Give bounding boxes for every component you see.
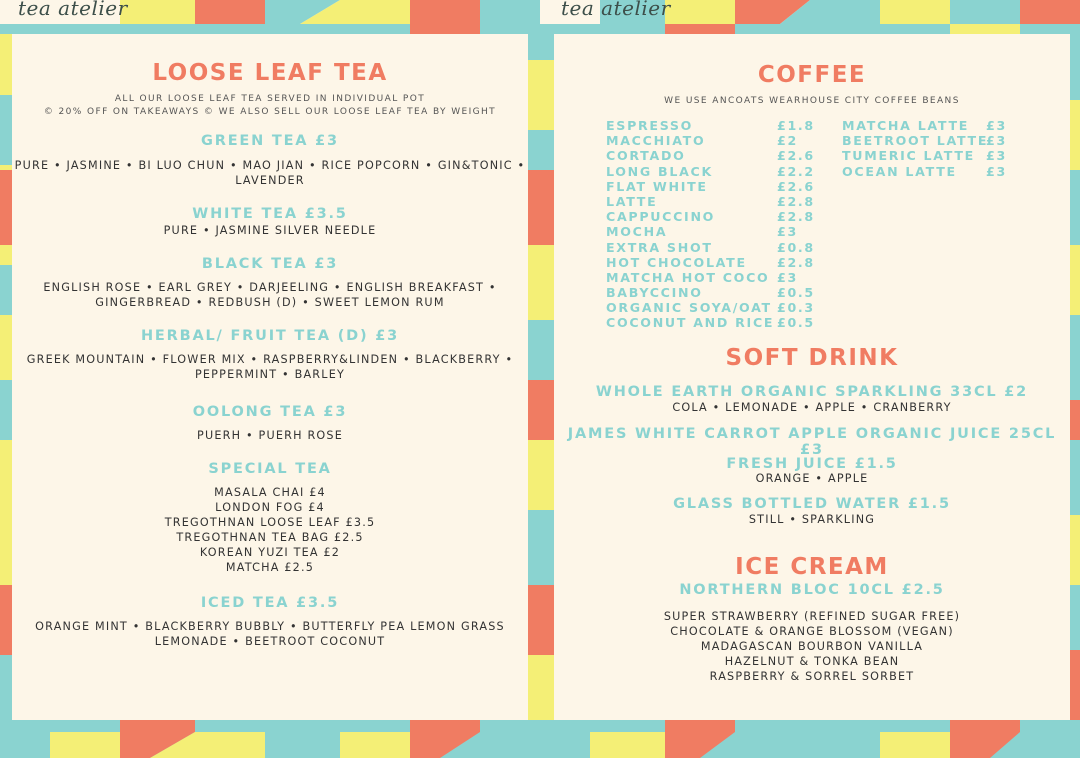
- green-tea-heading: GREEN TEA £3: [201, 133, 339, 149]
- fresh-juice-items: ORANGE • APPLE: [755, 472, 869, 485]
- coffee-item: [606, 285, 826, 300]
- coffee-item: [606, 300, 826, 315]
- brand-logo: tea atelier: [18, 0, 128, 20]
- latte-item: [842, 164, 1022, 179]
- coffee-item-price: £0.3: [777, 300, 815, 316]
- brand-logo: tea atelier: [561, 0, 671, 20]
- coffee-item-name: FLAT WHITE: [606, 178, 708, 194]
- latte-menu-list: [842, 118, 1022, 179]
- white-tea-items: PURE • JASMINE SILVER NEEDLE: [163, 224, 377, 237]
- iced-tea-items: LEMONADE • BEETROOT COCONUT: [154, 635, 386, 648]
- coffee-item: [606, 164, 826, 179]
- coffee-item-name: MOCHA: [606, 224, 668, 240]
- bottled-water-heading: GLASS BOTTLED WATER £1.5: [673, 496, 951, 512]
- special-tea-heading: SPECIAL TEA: [208, 461, 332, 477]
- special-tea-item: MASALA CHAI £4: [214, 486, 326, 499]
- coffee-item-name: COCONUT AND RICE: [606, 315, 775, 331]
- latte-item: [842, 133, 1022, 148]
- ice-cream-flavour: SUPER STRAWBERRY (REFINED SUGAR FREE): [663, 610, 961, 623]
- coffee-item-name: CORTADO: [606, 148, 686, 164]
- coffee-item: [606, 255, 826, 270]
- special-tea-item: KOREAN YUZI TEA £2: [199, 546, 341, 559]
- latte-item: [842, 148, 1022, 163]
- coffee-item: [606, 224, 826, 239]
- coffee-item-name: HOT CHOCOLATE: [606, 254, 747, 270]
- coffee-item-price: £2.8: [777, 254, 815, 270]
- latte-item-name: OCEAN LATTE: [842, 163, 957, 179]
- coffee-item-price: £2.6: [777, 178, 815, 194]
- special-tea-item: TREGOTHNAN TEA BAG £2.5: [176, 531, 364, 544]
- special-tea-item: TREGOTHNAN LOOSE LEAF £3.5: [164, 516, 376, 529]
- white-tea-heading: WHITE TEA £3.5: [192, 206, 348, 222]
- ice-cream-title: ICE CREAM: [735, 554, 889, 580]
- ice-cream-flavour: CHOCOLATE & ORANGE BLOSSOM (VEGAN): [670, 625, 954, 638]
- green-tea-items: LAVENDER: [235, 174, 305, 187]
- herbal-tea-items: GREEK MOUNTAIN • FLOWER MIX • RASPBERRY&LINDEN • BLACKBERRY •: [26, 353, 514, 366]
- coffee-item-price: £2.8: [777, 209, 815, 225]
- coffee-title: COFFEE: [757, 62, 867, 88]
- coffee-item-name: ORGANIC SOYA/OAT: [606, 300, 772, 316]
- coffee-item-name: MATCHA HOT COCO: [606, 269, 770, 285]
- iced-tea-heading: ICED TEA £3.5: [200, 595, 340, 611]
- special-tea-item: LONDON FOG £4: [215, 501, 325, 514]
- green-tea-items: PURE • JASMINE • BI LUO CHUN • MAO JIAN • RICE POPCORN • GIN&TONIC •: [14, 159, 526, 172]
- coffee-note: WE USE ANCOATS WEARHOUSE CITY COFFEE BEANS: [664, 96, 960, 106]
- latte-item-name: TUMERIC LATTE: [842, 148, 975, 164]
- coffee-item-name: ESPRESSO: [606, 118, 694, 133]
- herbal-tea-items: PEPPERMINT • BARLEY: [194, 368, 346, 381]
- coffee-item: [606, 133, 826, 148]
- latte-item-price: £3: [986, 133, 1007, 149]
- coffee-item: [606, 148, 826, 163]
- coffee-item-name: EXTRA SHOT: [606, 239, 713, 255]
- coffee-item: [606, 315, 826, 330]
- latte-item-price: £3: [986, 118, 1007, 133]
- coffee-item-price: £0.8: [777, 239, 815, 255]
- ice-cream-subheading: NORTHERN BLOC 10CL £2.5: [679, 582, 945, 598]
- soft-drink-title: SOFT DRINK: [725, 345, 899, 371]
- latte-item: [842, 118, 1022, 133]
- coffee-item-name: CAPPUCCINO: [606, 209, 716, 225]
- latte-item-name: BEETROOT LATTE: [842, 133, 989, 149]
- coffee-item: [606, 209, 826, 224]
- loose-leaf-note: © 20% OFF ON TAKEAWAYS © WE ALSO SELL OUR LOOSE LEAF TEA BY WEIGHT: [43, 107, 497, 117]
- oolong-tea-items: PUERH • PUERH ROSE: [197, 429, 343, 442]
- fresh-juice-heading: FRESH JUICE £1.5: [726, 456, 898, 472]
- coffee-item-price: £0.5: [777, 315, 815, 331]
- carrot-juice-heading: JAMES WHITE CARROT APPLE ORGANIC JUICE 25CL £3: [567, 426, 1057, 458]
- coffee-item: [606, 179, 826, 194]
- herbal-tea-heading: HERBAL/ FRUIT TEA (D) £3: [140, 328, 400, 344]
- oolong-tea-heading: OOLONG TEA £3: [192, 404, 348, 420]
- ice-cream-flavour: RASPBERRY & SORREL SORBET: [709, 670, 915, 683]
- coffee-item-price: £2: [777, 133, 798, 149]
- sparkling-drink-heading: WHOLE EARTH ORGANIC SPARKLING 33CL £2: [595, 384, 1029, 400]
- black-tea-heading: BLACK TEA £3: [201, 256, 339, 272]
- coffee-item-price: £1.8: [777, 118, 815, 133]
- coffee-item-price: £2.2: [777, 163, 815, 179]
- special-tea-item: MATCHA £2.5: [225, 561, 315, 574]
- latte-item-name: MATCHA LATTE: [842, 118, 970, 133]
- latte-item-price: £3: [986, 163, 1007, 179]
- coffee-item-price: £2.8: [777, 193, 815, 209]
- ice-cream-flavour: MADAGASCAN BOURBON VANILLA: [700, 640, 924, 653]
- black-tea-items: GINGERBREAD • REDBUSH (D) • SWEET LEMON RUM: [95, 296, 445, 309]
- coffee-item: [606, 240, 826, 255]
- sparkling-drink-items: COLA • LEMONADE • APPLE • CRANBERRY: [672, 401, 952, 414]
- coffee-item: [606, 270, 826, 285]
- coffee-item-price: £3: [777, 224, 798, 240]
- loose-leaf-title: LOOSE LEAF TEA: [152, 60, 388, 86]
- coffee-item: [606, 194, 826, 209]
- coffee-item-price: £3: [777, 269, 798, 285]
- ice-cream-flavour: HAZELNUT & TONKA BEAN: [724, 655, 900, 668]
- black-tea-items: ENGLISH ROSE • EARL GREY • DARJEELING • ENGLISH BREAKFAST •: [43, 281, 497, 294]
- coffee-item-name: LATTE: [606, 193, 658, 209]
- coffee-item: [606, 118, 826, 133]
- coffee-item-name: LONG BLACK: [606, 163, 713, 179]
- loose-leaf-note: ALL OUR LOOSE LEAF TEA SERVED IN INDIVIDUAL POT: [114, 94, 426, 104]
- coffee-item-price: £2.6: [777, 148, 815, 164]
- coffee-item-name: BABYCCINO: [606, 285, 703, 301]
- bottled-water-items: STILL • SPARKLING: [748, 513, 876, 526]
- loose-leaf-tea-panel: [12, 34, 528, 720]
- coffee-item-name: MACCHIATO: [606, 133, 706, 149]
- coffee-menu-list: [606, 118, 826, 331]
- latte-item-price: £3: [986, 148, 1007, 164]
- drinks-panel: [554, 34, 1070, 720]
- iced-tea-items: ORANGE MINT • BLACKBERRY BUBBLY • BUTTERFLY PEA LEMON GRASS: [35, 620, 505, 633]
- coffee-item-price: £0.5: [777, 285, 815, 301]
